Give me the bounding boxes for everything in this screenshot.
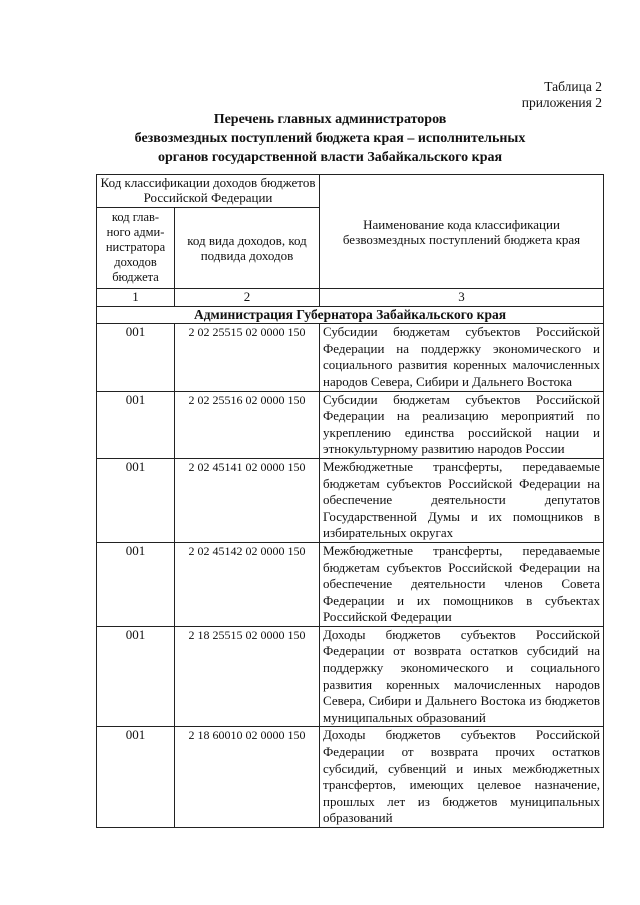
table-reference	[522, 79, 602, 111]
income-code-cell: 2 02 25515 02 0000 150	[175, 324, 320, 391]
name-text: Субсидии бюджетам субъектов Российской Федерации на поддержку экономического и социального развития коренных малочисленных народов Севера, Сибири и Дальнего Востока	[323, 324, 600, 389]
header-group-cell	[97, 175, 320, 208]
column-number-2: 2	[175, 289, 320, 307]
income-code-cell: 2 18 25515 02 0000 150	[175, 626, 320, 727]
admin-code-cell: 001	[97, 542, 175, 626]
admin-code-cell: 001	[97, 391, 175, 458]
name-cell	[320, 542, 604, 626]
table-row	[97, 542, 604, 626]
admin-code-cell: 001	[97, 458, 175, 542]
title-line-1: Перечень главных администраторов	[213, 112, 447, 127]
section-header-row	[97, 306, 604, 324]
column-number-1: 1	[97, 289, 175, 307]
income-code-cell: 2 02 25516 02 0000 150	[175, 391, 320, 458]
income-code-cell: 2 02 45141 02 0000 150	[175, 458, 320, 542]
header-col1-line-5: бюджета	[112, 270, 159, 284]
appendix-number: приложения 2	[521, 95, 602, 110]
admin-code-cell: 001	[97, 324, 175, 391]
header-col3-label: Наименование кода классификации безвозмездных поступлений бюджета края	[342, 216, 581, 247]
column-number-row	[97, 289, 604, 307]
header-col2-label: код вида доходов, код подвида доходов	[187, 233, 307, 263]
table-row	[97, 458, 604, 542]
income-code-cell: 2 02 45142 02 0000 150	[175, 542, 320, 626]
table-row	[97, 324, 604, 391]
header-col1-line-1: код глав-	[111, 210, 160, 224]
name-cell	[320, 324, 604, 391]
name-text: Межбюджетные трансферты, передаваемые бюджетам субъектов Российской Федерации на обеспечение деятельности членов Совета Федерации и их помощников в субъектах Российской Федерации	[323, 542, 600, 625]
header-col1-line-2: ного адми-	[106, 225, 165, 239]
title-line-2: безвозмездных поступлений бюджета края – исполнительных	[134, 131, 526, 146]
name-text: Субсидии бюджетам субъектов Российской Федерации на реализацию мероприятий по укреплению единства российской нации и этнокультурному развитию народов России	[323, 391, 600, 457]
table-header-row	[97, 175, 604, 208]
table-number: Таблица 2	[544, 79, 602, 94]
header-col2-cell	[175, 208, 320, 289]
document-title	[100, 110, 560, 167]
section-title: Администрация Губернатора Забайкальского края	[97, 306, 604, 324]
table-row	[97, 727, 604, 828]
name-cell	[320, 391, 604, 458]
header-col1-line-3: нистратора	[105, 240, 166, 254]
table-row	[97, 391, 604, 458]
name-cell	[320, 458, 604, 542]
header-col1-cell	[97, 208, 175, 289]
title-line-3: органов государственной власти Забайкальского края	[157, 150, 503, 165]
header-group-label: Код классификации доходов бюджетов Российской Федерации	[100, 175, 316, 205]
name-text: Доходы бюджетов субъектов Российской Федерации от возврата остатков субсидий на поддержку экономического и социального развития коренных малочисленных народов Севера, Сибири и Дальнего Востока из бюджетов муниципальных образований	[323, 626, 600, 725]
name-text: Доходы бюджетов субъектов Российской Федерации от возврата прочих остатков субсидий, субвенций и иных межбюджетных трансфертов, имеющих целевое назначение, прошлых лет из бюджетов муниципальных образований	[323, 727, 600, 826]
header-col3-cell	[320, 175, 604, 289]
administrators-table	[96, 174, 604, 828]
admin-code-cell: 001	[97, 727, 175, 828]
name-cell	[320, 626, 604, 727]
column-number-3: 3	[320, 289, 604, 307]
table-row	[97, 626, 604, 727]
income-code-cell: 2 18 60010 02 0000 150	[175, 727, 320, 828]
name-text: Межбюджетные трансферты, передаваемые бюджетам субъектов Российской Федерации на обеспечение деятельности депутатов Государственной Думы и их помощников в избирательных округах	[323, 458, 600, 541]
name-cell	[320, 727, 604, 828]
header-col1-line-4: доходов	[114, 255, 157, 269]
admin-code-cell: 001	[97, 626, 175, 727]
